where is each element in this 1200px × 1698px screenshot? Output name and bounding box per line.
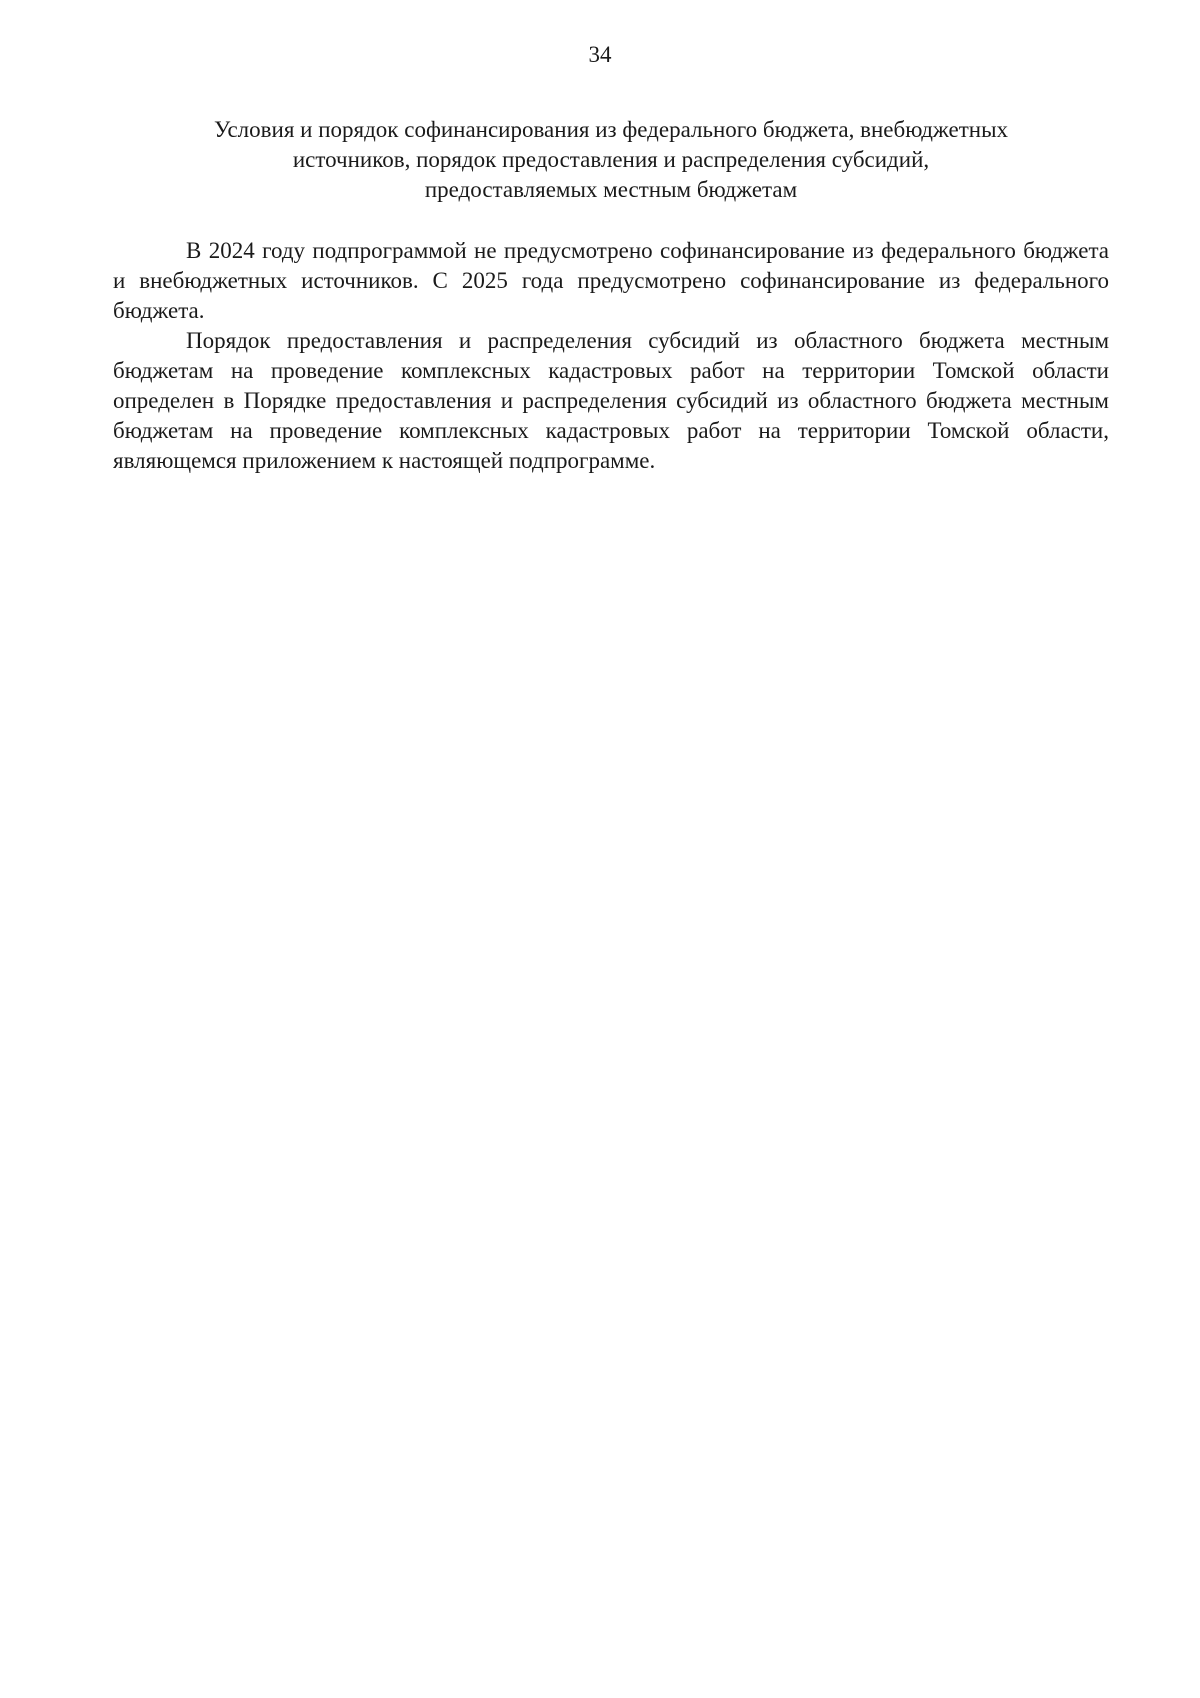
heading-line-1: Условия и порядок софинансирования из федерального бюджета, внебюджетных <box>213 117 1009 142</box>
section-heading <box>113 115 1109 205</box>
paragraph-subsidy-procedure: Порядок предоставления и распределения субсидий из областного бюджета местным бюджетам на проведение комплексных кадастровых работ на территории Томской области определен в Порядке предоставления и распределения субсидий из областного бюджета местным бюджетам на проведение комплексных кадастровых работ на территории Томской области, являющемся приложением к настоящей подпрограмме. <box>113 328 1109 473</box>
paragraph-cofinancing: В 2024 году подпрограммой не предусмотрено софинансирование из федерального бюджета и внебюджетных источников. С 2025 года предусмотрено софинансирование из федерального бюджета. <box>113 238 1109 323</box>
heading-line-2: источников, порядок предоставления и распределения субсидий, <box>292 147 930 172</box>
page-number: 34 <box>588 42 612 67</box>
heading-line-3: предоставляемых местным бюджетам <box>424 177 798 202</box>
body-text <box>113 236 1109 476</box>
